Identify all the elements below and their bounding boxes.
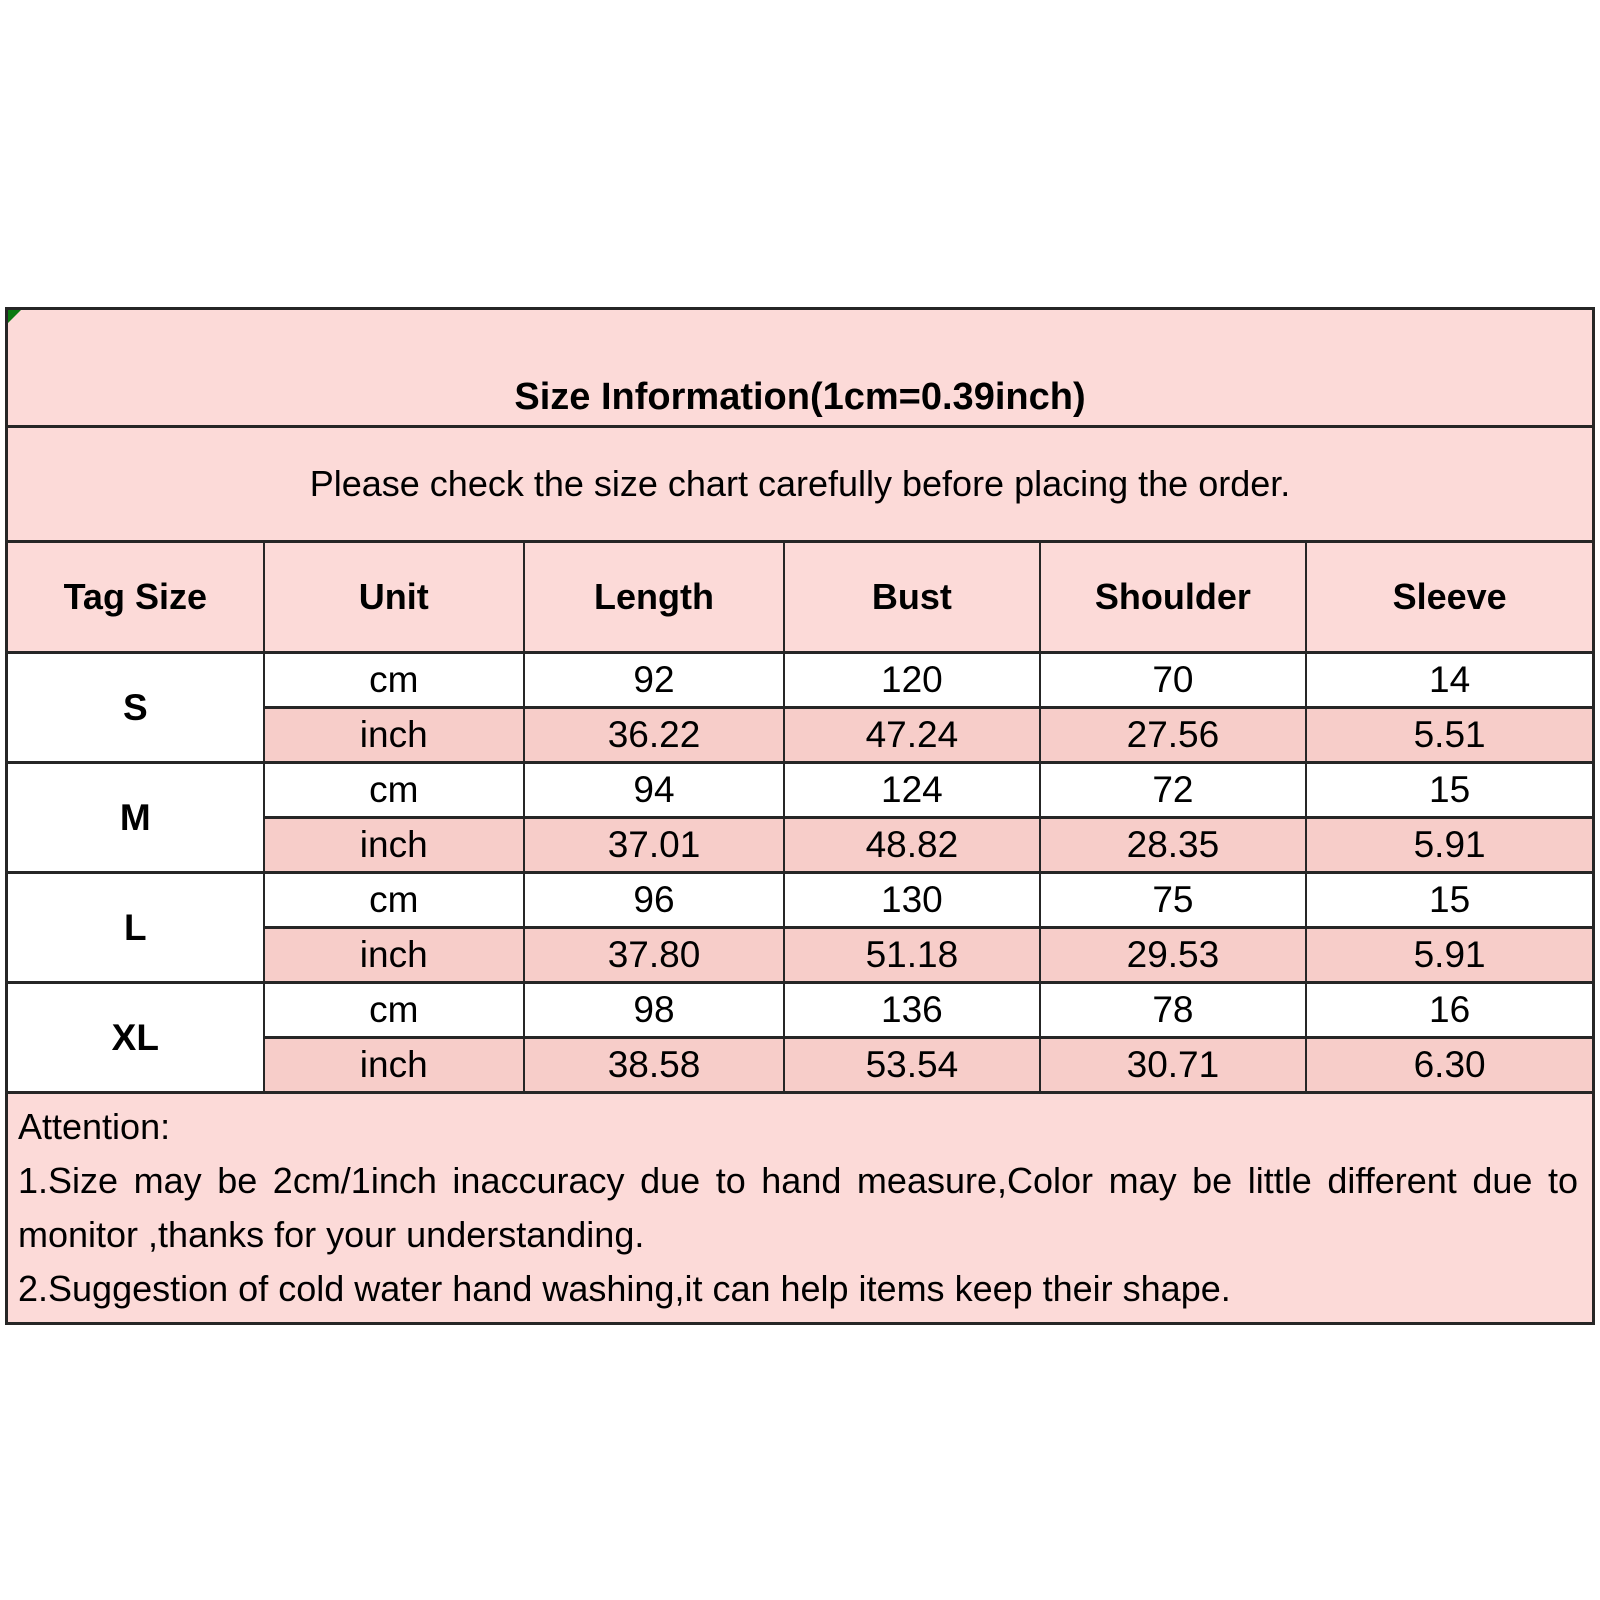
header-unit: Unit bbox=[264, 542, 524, 653]
value-length-cm: 94 bbox=[524, 763, 784, 818]
value-length-inch: 37.80 bbox=[524, 928, 784, 983]
unit-label: cm bbox=[264, 873, 524, 928]
value-shoulder-cm: 78 bbox=[1040, 983, 1307, 1038]
value-sleeve-cm: 14 bbox=[1306, 653, 1593, 708]
table-row-m-cm bbox=[7, 763, 1594, 818]
value-sleeve-inch: 5.51 bbox=[1306, 708, 1593, 763]
value-shoulder-inch: 27.56 bbox=[1040, 708, 1307, 763]
value-bust-cm: 124 bbox=[784, 763, 1040, 818]
value-sleeve-inch: 5.91 bbox=[1306, 928, 1593, 983]
tag-size-m: M bbox=[7, 763, 264, 873]
size-sheet bbox=[5, 307, 1595, 1309]
table-title-row bbox=[7, 309, 1594, 427]
value-length-inch: 38.58 bbox=[524, 1038, 784, 1093]
value-shoulder-cm: 72 bbox=[1040, 763, 1307, 818]
value-sleeve-cm: 15 bbox=[1306, 763, 1593, 818]
value-shoulder-inch: 30.71 bbox=[1040, 1038, 1307, 1093]
value-sleeve-inch: 6.30 bbox=[1306, 1038, 1593, 1093]
tag-size-l: L bbox=[7, 873, 264, 983]
unit-label: inch bbox=[264, 928, 524, 983]
attention-row bbox=[7, 1093, 1594, 1324]
unit-label: inch bbox=[264, 818, 524, 873]
value-bust-cm: 136 bbox=[784, 983, 1040, 1038]
value-bust-inch: 53.54 bbox=[784, 1038, 1040, 1093]
unit-label: inch bbox=[264, 708, 524, 763]
unit-label: cm bbox=[264, 763, 524, 818]
unit-label: inch bbox=[264, 1038, 524, 1093]
value-bust-inch: 47.24 bbox=[784, 708, 1040, 763]
value-bust-inch: 51.18 bbox=[784, 928, 1040, 983]
value-shoulder-inch: 29.53 bbox=[1040, 928, 1307, 983]
tag-size-s: S bbox=[7, 653, 264, 763]
value-sleeve-cm: 16 bbox=[1306, 983, 1593, 1038]
table-header-row bbox=[7, 542, 1594, 653]
value-bust-cm: 130 bbox=[784, 873, 1040, 928]
table-row-xl-cm bbox=[7, 983, 1594, 1038]
value-shoulder-cm: 75 bbox=[1040, 873, 1307, 928]
attention-heading: Attention: bbox=[18, 1106, 171, 1147]
attention-note-1: 1.Size may be 2cm/1inch inaccuracy due to hand measure,Color may be little different due to monitor ,thanks for your understanding. bbox=[18, 1160, 1578, 1255]
value-length-cm: 98 bbox=[524, 983, 784, 1038]
value-length-cm: 96 bbox=[524, 873, 784, 928]
value-length-cm: 92 bbox=[524, 653, 784, 708]
size-table bbox=[5, 307, 1595, 1325]
value-bust-cm: 120 bbox=[784, 653, 1040, 708]
header-length: Length bbox=[524, 542, 784, 653]
value-length-inch: 37.01 bbox=[524, 818, 784, 873]
table-subtitle-row bbox=[7, 427, 1594, 542]
attention-note-2: 2.Suggestion of cold water hand washing,it can help items keep their shape. bbox=[18, 1268, 1231, 1309]
attention-cell bbox=[7, 1093, 1594, 1324]
table-row-s-cm bbox=[7, 653, 1594, 708]
header-sleeve: Sleeve bbox=[1306, 542, 1593, 653]
corner-flag-icon bbox=[8, 310, 21, 323]
subtitle-text: Please check the size chart carefully before placing the order. bbox=[7, 427, 1594, 542]
table-row-l-cm bbox=[7, 873, 1594, 928]
unit-label: cm bbox=[264, 653, 524, 708]
header-shoulder: Shoulder bbox=[1040, 542, 1307, 653]
value-shoulder-cm: 70 bbox=[1040, 653, 1307, 708]
value-sleeve-cm: 15 bbox=[1306, 873, 1593, 928]
value-shoulder-inch: 28.35 bbox=[1040, 818, 1307, 873]
value-bust-inch: 48.82 bbox=[784, 818, 1040, 873]
header-bust: Bust bbox=[784, 542, 1040, 653]
value-sleeve-inch: 5.91 bbox=[1306, 818, 1593, 873]
header-tag-size: Tag Size bbox=[7, 542, 264, 653]
tag-size-xl: XL bbox=[7, 983, 264, 1093]
unit-label: cm bbox=[264, 983, 524, 1038]
value-length-inch: 36.22 bbox=[524, 708, 784, 763]
page-title: Size Information(1cm=0.39inch) bbox=[7, 309, 1594, 427]
